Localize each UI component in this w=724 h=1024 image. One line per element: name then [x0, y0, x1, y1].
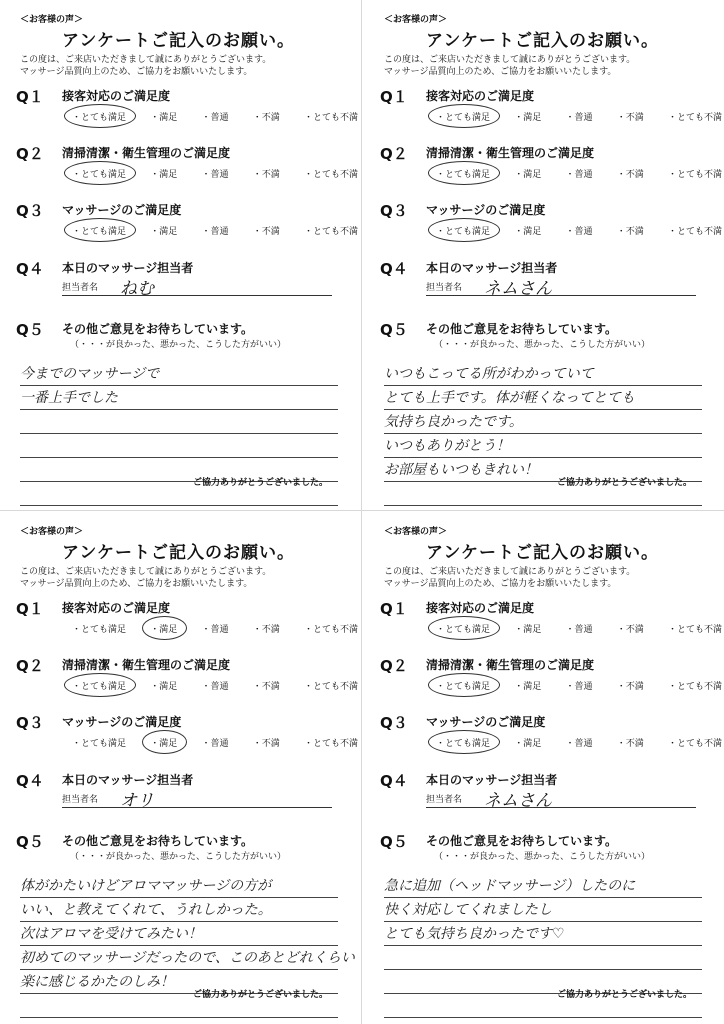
question-text: 本日のマッサージ担当者 [426, 773, 558, 787]
comment-line [20, 410, 338, 434]
rating-option[interactable]: ・満足 [150, 170, 178, 180]
question-subtext: （・・・が良かった、悪かった、こうした方がいい） [70, 852, 287, 862]
staff-name-handwritten[interactable]: ネムさん [484, 791, 552, 811]
rating-option[interactable]: ・満足 [150, 682, 178, 692]
question-q1 [374, 598, 722, 658]
rating-option[interactable]: ・とても不満 [303, 625, 358, 635]
thanks-text: ご協力ありがとうございました。 [192, 990, 328, 1000]
handwritten-comment: 急に追加（ヘッドマッサージ）したのに [384, 878, 636, 894]
rating-option[interactable]: ・普通 [201, 113, 229, 123]
question-number: Q５ [16, 321, 44, 339]
question-number: Q１ [380, 600, 408, 618]
rating-option[interactable]: ・不満 [252, 170, 280, 180]
customer-voice-tag: ＜お客様の声＞ [20, 15, 84, 25]
staff-underline [426, 807, 696, 808]
intro-line: この度は、ご来店いただきまして誠にありがとうございます。 [20, 55, 272, 65]
rating-option[interactable]: ・とても満足 [434, 110, 492, 123]
question-text: 清掃清潔・衛生管理のご満足度 [62, 658, 231, 672]
question-number: Q２ [16, 657, 44, 675]
staff-underline [62, 295, 332, 296]
handwritten-comment: 楽に感じるかたのしみ！ [20, 974, 174, 990]
rating-options [70, 736, 358, 749]
question-number: Q１ [16, 88, 44, 106]
question-q1 [10, 86, 358, 146]
question-text: マッサージのご満足度 [62, 203, 182, 217]
question-number: Q２ [380, 657, 408, 675]
question-subtext: （・・・が良かった、悪かった、こうした方がいい） [70, 340, 287, 350]
rating-option[interactable]: ・とても不満 [667, 170, 722, 180]
rating-option[interactable]: ・とても不満 [667, 227, 722, 237]
staff-label: 担当者名 [426, 283, 463, 293]
question-q3 [10, 200, 358, 260]
intro-line: マッサージ品質向上のため、ご協力をお願いいたします。 [384, 579, 617, 589]
survey-title: アンケートご記入のお願い。 [426, 31, 659, 51]
rating-options [434, 110, 722, 123]
thanks-text: ご協力ありがとうございました。 [556, 478, 692, 488]
rating-option[interactable]: ・普通 [565, 625, 593, 635]
question-text: 接客対応のご満足度 [426, 601, 535, 615]
survey-intro [384, 566, 635, 590]
rating-option[interactable]: ・とても満足 [434, 167, 492, 180]
survey-sheet [2, 516, 358, 1022]
comment-line [20, 898, 338, 922]
question-number: Q５ [380, 321, 408, 339]
question-q2 [374, 143, 722, 203]
question-text: 接客対応のご満足度 [426, 89, 535, 103]
question-text: 本日のマッサージ担当者 [62, 261, 194, 275]
intro-line: マッサージ品質向上のため、ご協力をお願いいたします。 [20, 67, 253, 77]
rating-option[interactable]: ・とても不満 [303, 170, 358, 180]
question-text: 清掃清潔・衛生管理のご満足度 [426, 658, 595, 672]
question-q4 [10, 258, 350, 318]
rating-option[interactable]: ・とても満足 [434, 224, 492, 237]
rating-option[interactable]: ・普通 [201, 625, 229, 635]
rating-option[interactable]: ・不満 [616, 739, 644, 749]
rating-options [434, 622, 722, 635]
rating-option[interactable]: ・普通 [565, 682, 593, 692]
rating-option[interactable]: ・とても不満 [667, 739, 722, 749]
question-number: Q５ [380, 833, 408, 851]
comment-line [20, 386, 338, 410]
question-number: Q４ [16, 772, 44, 790]
comment-line [384, 434, 702, 458]
question-text: 清掃清潔・衛生管理のご満足度 [62, 146, 231, 160]
question-subtext: （・・・が良かった、悪かった、こうした方がいい） [434, 340, 651, 350]
question-number: Q５ [16, 833, 44, 851]
rating-option[interactable]: ・とても満足 [434, 736, 492, 749]
question-number: Q３ [16, 202, 44, 220]
survey-sheet [366, 516, 722, 1022]
staff-name-handwritten[interactable]: オリ [120, 791, 154, 811]
comment-line [20, 946, 355, 970]
handwritten-comment: いつもこってる所がわかっていて [384, 366, 594, 382]
rating-options [434, 736, 722, 749]
question-text: 接客対応のご満足度 [62, 601, 171, 615]
question-text: その他ご意見をお待ちしています。 [62, 834, 254, 848]
question-q1 [374, 86, 722, 146]
rating-options [434, 224, 722, 237]
question-q3 [10, 712, 358, 772]
rating-option[interactable]: ・とても不満 [303, 113, 358, 123]
comment-line [20, 922, 338, 946]
question-text: その他ご意見をお待ちしています。 [426, 322, 618, 336]
survey-title: アンケートご記入のお願い。 [62, 31, 295, 51]
customer-voice-tag: ＜お客様の声＞ [20, 527, 84, 537]
survey-title: アンケートご記入のお願い。 [62, 543, 295, 563]
rating-options [70, 679, 358, 692]
question-number: Q１ [380, 88, 408, 106]
comment-line [384, 922, 702, 946]
rating-option[interactable]: ・普通 [201, 739, 229, 749]
staff-label: 担当者名 [62, 795, 99, 805]
rating-option[interactable]: ・とても不満 [303, 682, 358, 692]
survey-intro [20, 54, 271, 78]
rating-option[interactable]: ・とても満足 [434, 622, 492, 635]
rating-options [434, 679, 722, 692]
thanks-text: ご協力ありがとうございました。 [192, 478, 328, 488]
question-number: Q４ [380, 260, 408, 278]
rating-option[interactable]: ・とても満足 [70, 110, 128, 123]
handwritten-comment: 体がかたいけどアロママッサージの方が [20, 878, 272, 894]
customer-voice-tag: ＜お客様の声＞ [384, 15, 448, 25]
comment-line [384, 386, 702, 410]
rating-option[interactable]: ・とても満足 [70, 679, 128, 692]
handwritten-comment: 気持ち良かったです。 [384, 414, 523, 430]
rating-options [70, 167, 358, 180]
handwritten-comment: いつもありがとう！ [384, 438, 510, 454]
comment-line [20, 434, 338, 458]
question-number: Q４ [380, 772, 408, 790]
rating-option[interactable]: ・不満 [616, 113, 644, 123]
handwritten-comment: いい、と教えてくれて、うれしかった。 [20, 902, 272, 918]
rating-option[interactable]: ・とても満足 [70, 167, 128, 180]
rating-option[interactable]: ・とても満足 [70, 224, 128, 237]
staff-underline [426, 295, 696, 296]
rating-option[interactable]: ・満足 [514, 625, 542, 635]
intro-line: マッサージ品質向上のため、ご協力をお願いいたします。 [20, 579, 253, 589]
question-q4 [10, 770, 350, 830]
rating-options [70, 224, 358, 237]
question-number: Q３ [16, 714, 44, 732]
rating-option[interactable]: ・普通 [201, 682, 229, 692]
question-text: マッサージのご満足度 [62, 715, 182, 729]
staff-name-handwritten[interactable]: ネムさん [484, 279, 552, 299]
handwritten-comment: 一番上手でした [20, 390, 118, 406]
comment-line [384, 898, 702, 922]
rating-option[interactable]: ・満足 [148, 622, 179, 635]
question-number: Q２ [380, 145, 408, 163]
question-number: Q３ [380, 714, 408, 732]
intro-line: この度は、ご来店いただきまして誠にありがとうございます。 [384, 55, 636, 65]
survey-intro [20, 566, 271, 590]
rating-option[interactable]: ・満足 [514, 739, 542, 749]
handwritten-comment: 快く対応してくれましたし [384, 902, 552, 918]
handwritten-comment: とても気持ち良かったです♡ [384, 926, 565, 942]
rating-option[interactable]: ・不満 [252, 625, 280, 635]
rating-option[interactable]: ・不満 [616, 170, 644, 180]
question-number: Q１ [16, 600, 44, 618]
rating-option[interactable]: ・不満 [616, 227, 644, 237]
question-q3 [374, 712, 722, 772]
sheet-divider-horizontal [0, 510, 724, 511]
rating-option[interactable]: ・不満 [252, 682, 280, 692]
rating-option[interactable]: ・満足 [150, 113, 178, 123]
comment-line [384, 362, 702, 386]
question-text: 清掃清潔・衛生管理のご満足度 [426, 146, 595, 160]
rating-option[interactable]: ・とても満足 [72, 739, 127, 749]
handwritten-comment: 今までのマッサージで [20, 366, 160, 382]
rating-option[interactable]: ・満足 [150, 227, 178, 237]
handwritten-comment: とても上手です。体が軽くなってとても [384, 390, 635, 406]
handwritten-comment: 次はアロマを受けてみたい！ [20, 926, 202, 942]
rating-option[interactable]: ・普通 [565, 227, 593, 237]
rating-option[interactable]: ・とても不満 [303, 227, 358, 237]
staff-name-handwritten[interactable]: ねむ [120, 279, 154, 299]
question-number: Q４ [16, 260, 44, 278]
comment-line [20, 362, 338, 386]
rating-option[interactable]: ・普通 [565, 170, 593, 180]
question-subtext: （・・・が良かった、悪かった、こうした方がいい） [434, 852, 651, 862]
comment-line [384, 946, 702, 970]
question-text: マッサージのご満足度 [426, 715, 546, 729]
intro-line: この度は、ご来店いただきまして誠にありがとうございます。 [20, 567, 272, 577]
rating-option[interactable]: ・不満 [252, 739, 280, 749]
intro-line: この度は、ご来店いただきまして誠にありがとうございます。 [384, 567, 636, 577]
rating-option[interactable]: ・満足 [514, 682, 542, 692]
survey-title: アンケートご記入のお願い。 [426, 543, 659, 563]
rating-option[interactable]: ・不満 [252, 113, 280, 123]
question-q2 [10, 143, 358, 203]
question-q1 [10, 598, 358, 658]
rating-option[interactable]: ・満足 [514, 170, 542, 180]
sheet-divider-vertical [361, 0, 362, 1024]
rating-option[interactable]: ・とても満足 [72, 625, 127, 635]
question-text: 本日のマッサージ担当者 [426, 261, 558, 275]
question-text: 本日のマッサージ担当者 [62, 773, 194, 787]
question-q2 [10, 655, 358, 715]
rating-option[interactable]: ・とても満足 [434, 679, 492, 692]
rating-option[interactable]: ・普通 [565, 739, 593, 749]
rating-options [70, 622, 358, 635]
question-q2 [374, 655, 722, 715]
rating-option[interactable]: ・不満 [616, 625, 644, 635]
rating-option[interactable]: ・満足 [514, 113, 542, 123]
customer-voice-tag: ＜お客様の声＞ [384, 527, 448, 537]
question-number: Q２ [16, 145, 44, 163]
rating-option[interactable]: ・とても不満 [303, 739, 358, 749]
question-text: その他ご意見をお待ちしています。 [62, 322, 254, 336]
question-text: 接客対応のご満足度 [62, 89, 171, 103]
rating-option[interactable]: ・普通 [565, 113, 593, 123]
survey-sheet [2, 4, 358, 510]
rating-option[interactable]: ・とても不満 [667, 625, 722, 635]
staff-label: 担当者名 [426, 795, 463, 805]
rating-option[interactable]: ・満足 [148, 736, 179, 749]
survey-sheet [366, 4, 722, 510]
question-q4 [374, 258, 714, 318]
staff-label: 担当者名 [62, 283, 99, 293]
rating-options [434, 167, 722, 180]
rating-option[interactable]: ・とても不満 [667, 682, 722, 692]
rating-option[interactable]: ・普通 [201, 170, 229, 180]
rating-options [70, 110, 358, 123]
rating-option[interactable]: ・普通 [201, 227, 229, 237]
comment-line [384, 874, 702, 898]
rating-option[interactable]: ・不満 [616, 682, 644, 692]
question-q3 [374, 200, 722, 260]
survey-intro [384, 54, 635, 78]
comment-line [384, 410, 702, 434]
question-q4 [374, 770, 714, 830]
handwritten-comment: 初めてのマッサージだったので、このあとどれくらい [20, 950, 355, 966]
intro-line: マッサージ品質向上のため、ご協力をお願いいたします。 [384, 67, 617, 77]
thanks-text: ご協力ありがとうございました。 [556, 990, 692, 1000]
comment-line [20, 874, 338, 898]
handwritten-comment: お部屋もいつもきれい！ [384, 462, 538, 478]
question-text: マッサージのご満足度 [426, 203, 546, 217]
rating-option[interactable]: ・とても不満 [667, 113, 722, 123]
question-number: Q３ [380, 202, 408, 220]
rating-option[interactable]: ・不満 [252, 227, 280, 237]
staff-underline [62, 807, 332, 808]
rating-option[interactable]: ・満足 [514, 227, 542, 237]
question-text: その他ご意見をお待ちしています。 [426, 834, 618, 848]
